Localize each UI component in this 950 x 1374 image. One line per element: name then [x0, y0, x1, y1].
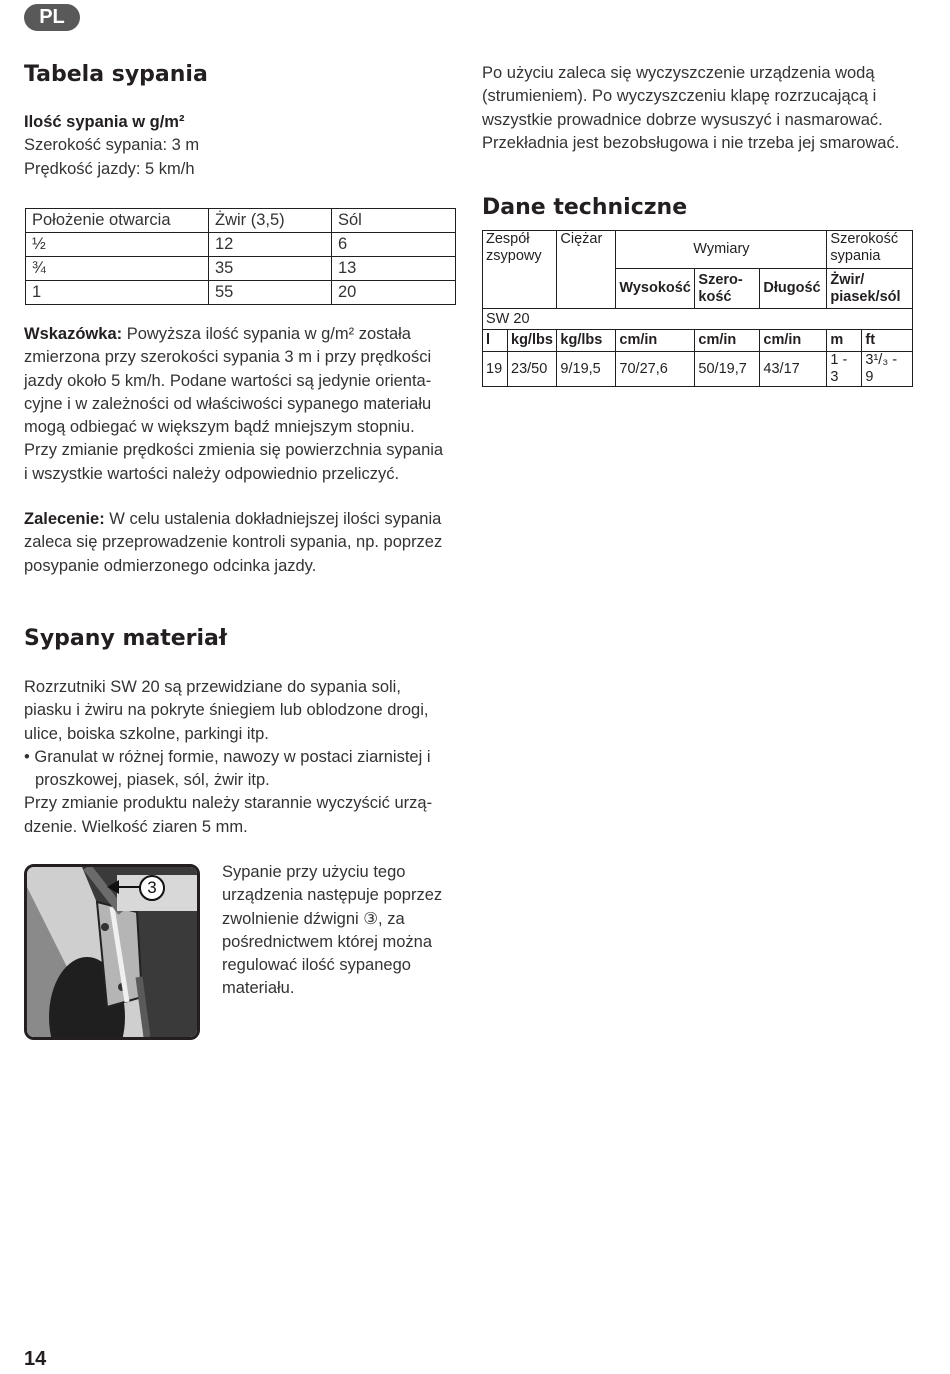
tech-unit-cell: cm/in: [616, 330, 695, 352]
spread-cell: 20: [332, 281, 456, 305]
material-line: ulice, boiska szkolne, parkingi itp.: [24, 724, 269, 743]
tech-value-cell: 9/19,5: [557, 352, 616, 387]
caption-line: Sypanie przy użyciu tego: [222, 863, 406, 881]
hint-line: i wszystkie wartości należy odpowiednio przeliczyć.: [24, 464, 400, 483]
tech-header-dimensions: Wymiary: [616, 231, 827, 269]
tech-value-cell: 43/17: [760, 352, 827, 387]
tech-model-row: SW 20: [483, 309, 913, 330]
spread-table: [25, 208, 456, 305]
language-badge: PL: [24, 4, 80, 31]
tech-unit-cell: l: [483, 330, 508, 352]
tech-header-weight: Ciężar: [557, 231, 616, 309]
spread-subtitle: Ilość sypania w g/m²: [24, 113, 185, 131]
spread-header-cell: Sól: [332, 209, 456, 233]
hint-paragraph: [24, 323, 464, 486]
recommendation-line: W celu ustalenia dokładniejszej ilości sypania: [104, 510, 442, 528]
tech-unit-cell: kg/lbs: [557, 330, 616, 352]
tech-header-width: Szero- kość: [695, 269, 760, 309]
tech-value-cell: 70/27,6: [616, 352, 695, 387]
spread-cell: ¾: [26, 257, 209, 281]
tech-value-cell: 19: [483, 352, 508, 387]
material-line: Przy zmianie produktu należy starannie wyczyścić urzą-: [24, 794, 433, 813]
material-bullet-line: • Granulat w różnej formie, nawozy w postaci ziarnistej i: [24, 747, 431, 766]
spread-cell: 13: [332, 257, 456, 281]
spread-intro: [24, 111, 454, 181]
material-line: Rozrzutniki SW 20 są przewidziane do sypania soli,: [24, 678, 401, 696]
tech-unit-cell: m: [827, 330, 862, 352]
section-title-material: Sypany materiał: [24, 626, 228, 651]
material-line: piasku i żwiru na pokryte śniegiem lub oblodzone drogi,: [24, 701, 429, 720]
spread-cell: 12: [209, 233, 332, 257]
spread-cell: ½: [26, 233, 209, 257]
cleaning-paragraph: [482, 62, 922, 155]
callout-arrow-head-icon: [107, 880, 119, 894]
section-title-spread-table: Tabela sypania: [24, 62, 208, 87]
spread-cell: 6: [332, 233, 456, 257]
cleaning-line: Przekładnia jest bezobsługowa i nie trzeba jej smarować.: [482, 133, 900, 152]
spread-table-row: [26, 257, 456, 281]
tech-value-cell: 3¹/₃ - 9: [862, 352, 913, 387]
spread-cell: 35: [209, 257, 332, 281]
material-line: dzenie. Wielkość ziaren 5 mm.: [24, 817, 248, 836]
recommendation-line: posypanie odmierzonego odcinka jazdy.: [24, 556, 317, 575]
spread-speed-line: Prędkość jazdy: 5 km/h: [24, 159, 195, 178]
tech-unit-cell: cm/in: [760, 330, 827, 352]
spread-header-cell: Położenie otwarcia: [26, 209, 209, 233]
hint-line: jazdy około 5 km/h. Podane wartości są jedynie orienta-: [24, 371, 432, 390]
hint-line: zmierzona przy szerokości sypania 3 m i przy prędkości: [24, 348, 432, 367]
cleaning-line: wszystkie prowadnice dobrze wysuszyć i nasmarować.: [482, 110, 883, 129]
spread-table-row: [26, 281, 456, 305]
material-paragraph: [24, 676, 464, 839]
tech-data-table: [482, 230, 913, 387]
hint-line: Powyższa ilość sypania w g/m² została: [122, 325, 411, 343]
lever-photo: [24, 864, 200, 1040]
spread-cell: 1: [26, 281, 209, 305]
tech-value-cell: 50/19,7: [695, 352, 760, 387]
section-title-tech-data: Dane techniczne: [482, 195, 688, 220]
recommendation-paragraph: [24, 508, 464, 578]
caption-line: pośrednictwem której można: [222, 932, 433, 951]
hint-label: Wskazówka:: [24, 325, 123, 343]
caption-line: zwolnienie dźwigni ③, za: [222, 909, 405, 928]
tech-header-length: Długość: [760, 269, 827, 309]
tech-value-cell: 23/50: [508, 352, 557, 387]
tech-unit-cell: kg/lbs: [508, 330, 557, 352]
material-line: proszkowej, piasek, sól, żwir itp.: [35, 771, 270, 790]
tech-value-cell: 1 - 3: [827, 352, 862, 387]
tech-header-spread-width: Szerokość sypania: [827, 231, 913, 269]
hint-line: Przy zmianie prędkości zmienia się powierzchnia sypania: [24, 441, 444, 460]
cleaning-line: (strumieniem). Po wyczyszczeniu klapę rozrzucającą i: [482, 87, 877, 106]
caption-line: materiału.: [222, 979, 295, 998]
spread-header-cell: Żwir (3,5): [209, 209, 332, 233]
spread-table-row: [26, 233, 456, 257]
spread-width-line: Szerokość sypania: 3 m: [24, 136, 200, 155]
tech-header-unit: Zespół zsypowy: [483, 231, 557, 309]
recommendation-line: zaleca się przeprowadzenie kontroli sypania, np. poprzez: [24, 533, 443, 552]
spread-cell: 55: [209, 281, 332, 305]
tech-unit-cell: cm/in: [695, 330, 760, 352]
tech-header-material: Żwir/ piasek/sól: [827, 269, 913, 309]
spread-table-header: [26, 209, 456, 233]
tech-header-height: Wysokość: [616, 269, 695, 309]
cleaning-line: Po użyciu zaleca się wyczyszczenie urządzenia wodą: [482, 64, 875, 82]
callout-number-badge: 3: [139, 875, 165, 901]
tech-unit-cell: ft: [862, 330, 913, 352]
recommendation-label: Zalecenie:: [24, 510, 105, 528]
figure-caption: [222, 861, 462, 1001]
hint-line: cyjne i w zależności od właściwości sypanego materiału: [24, 394, 432, 413]
caption-line: urządzenia następuje poprzez: [222, 886, 443, 905]
hint-line: mogą odbiegać w większym bądź mniejszym stopniu.: [24, 418, 415, 437]
page-number: 14: [24, 1348, 47, 1370]
caption-line: regulować ilość sypanego: [222, 956, 411, 975]
